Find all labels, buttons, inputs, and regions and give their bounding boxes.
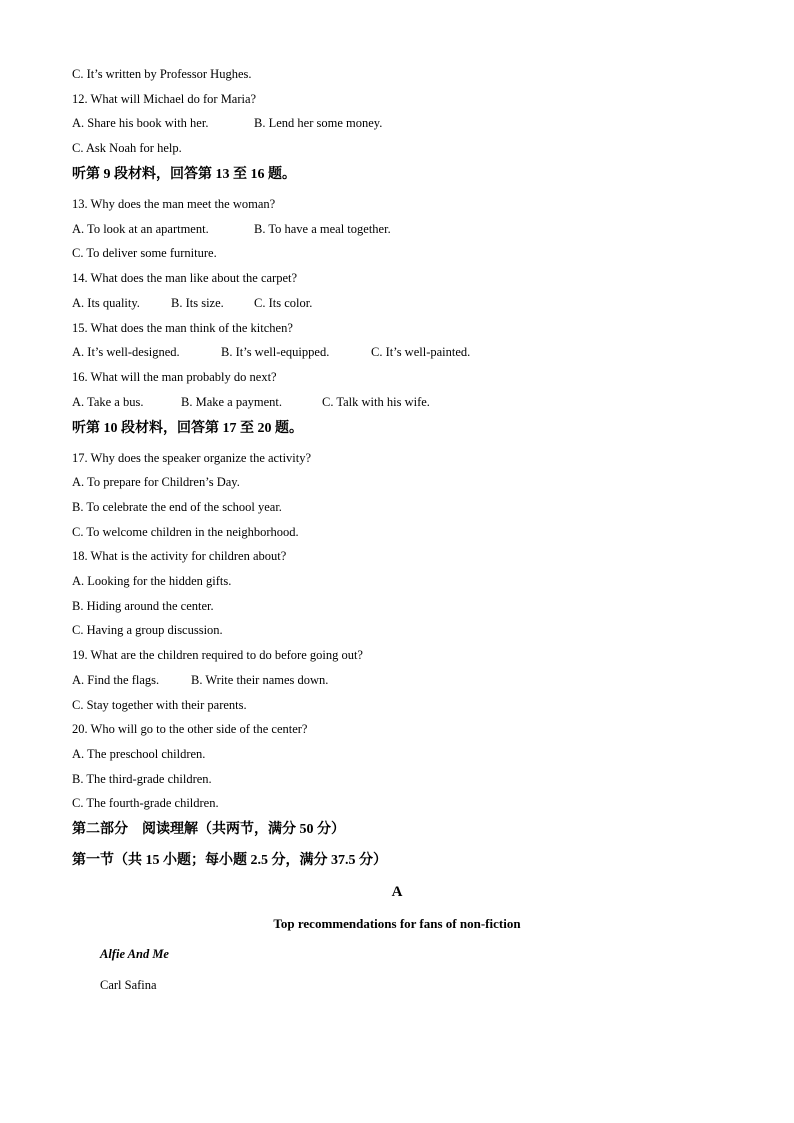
option-b: B. Lend her some money. — [254, 116, 383, 130]
part-heading: 第二部分 阅读理解（共两节，满分 50 分） — [72, 822, 345, 837]
option-a: A. Find the flags. — [72, 673, 160, 687]
question-19: 19. What are the children required to do before going out? — [72, 648, 363, 662]
section-heading-10: 听第 10 段材料，回答第 17 至 20 题。 — [72, 421, 303, 436]
option-c: C. To welcome children in the neighborhood. — [72, 525, 299, 539]
option-b: B. Make a payment. — [181, 395, 283, 409]
section-heading-9: 听第 9 段材料，回答第 13 至 16 题。 — [72, 167, 296, 182]
options-19 — [72, 672, 328, 688]
option-c: C. Stay together with their parents. — [72, 698, 247, 712]
option-c: C. Ask Noah for help. — [72, 141, 182, 155]
book-title: Alfie And Me — [100, 947, 169, 961]
option-b: B. To have a meal together. — [254, 222, 391, 236]
option-a: A. To prepare for Children’s Day. — [72, 475, 240, 489]
option-b: B. To celebrate the end of the school year. — [72, 500, 282, 514]
options-15 — [72, 344, 470, 360]
option-c: C. Its color. — [254, 296, 313, 310]
question-20: 20. Who will go to the other side of the center? — [72, 722, 308, 736]
book-author: Carl Safina — [100, 978, 157, 992]
option-a: A. It’s well-designed. — [72, 345, 180, 359]
option-a: A. The preschool children. — [72, 747, 206, 761]
passage-title: Top recommendations for fans of non-fiction — [273, 916, 521, 931]
option-c: C. Talk with his wife. — [322, 395, 430, 409]
question-14: 14. What does the man like about the carpet? — [72, 271, 298, 285]
option-b: B. Hiding around the center. — [72, 599, 214, 613]
option-b: B. Write their names down. — [191, 673, 329, 687]
option-b: B. The third-grade children. — [72, 772, 212, 786]
options-14 — [72, 295, 312, 311]
option-c: C. It’s well-painted. — [371, 345, 471, 359]
option-b: B. It’s well-equipped. — [221, 345, 330, 359]
option-c: C. The fourth-grade children. — [72, 796, 219, 810]
question-15: 15. What does the man think of the kitchen? — [72, 321, 293, 335]
question-18: 18. What is the activity for children about? — [72, 549, 287, 563]
section-heading: 第一节（共 15 小题；每小题 2.5 分，满分 37.5 分） — [72, 853, 387, 868]
question-13: 13. Why does the man meet the woman? — [72, 197, 276, 211]
option-line: C. It’s written by Professor Hughes. — [72, 67, 252, 81]
options-12 — [72, 115, 382, 131]
option-c: C. Having a group discussion. — [72, 623, 223, 637]
options-16 — [72, 394, 430, 410]
question-16: 16. What will the man probably do next? — [72, 370, 277, 384]
option-c: C. To deliver some furniture. — [72, 246, 217, 260]
option-a: A. Share his book with her. — [72, 116, 209, 130]
passage-letter: A — [391, 884, 403, 900]
options-13 — [72, 221, 391, 237]
question-17: 17. Why does the speaker organize the activity? — [72, 451, 312, 465]
option-a: A. Its quality. — [72, 296, 140, 310]
option-a: A. Looking for the hidden gifts. — [72, 574, 232, 588]
option-b: B. Its size. — [171, 296, 224, 310]
option-a: A. To look at an apartment. — [72, 222, 209, 236]
option-a: A. Take a bus. — [72, 395, 144, 409]
question-12: 12. What will Michael do for Maria? — [72, 92, 257, 106]
